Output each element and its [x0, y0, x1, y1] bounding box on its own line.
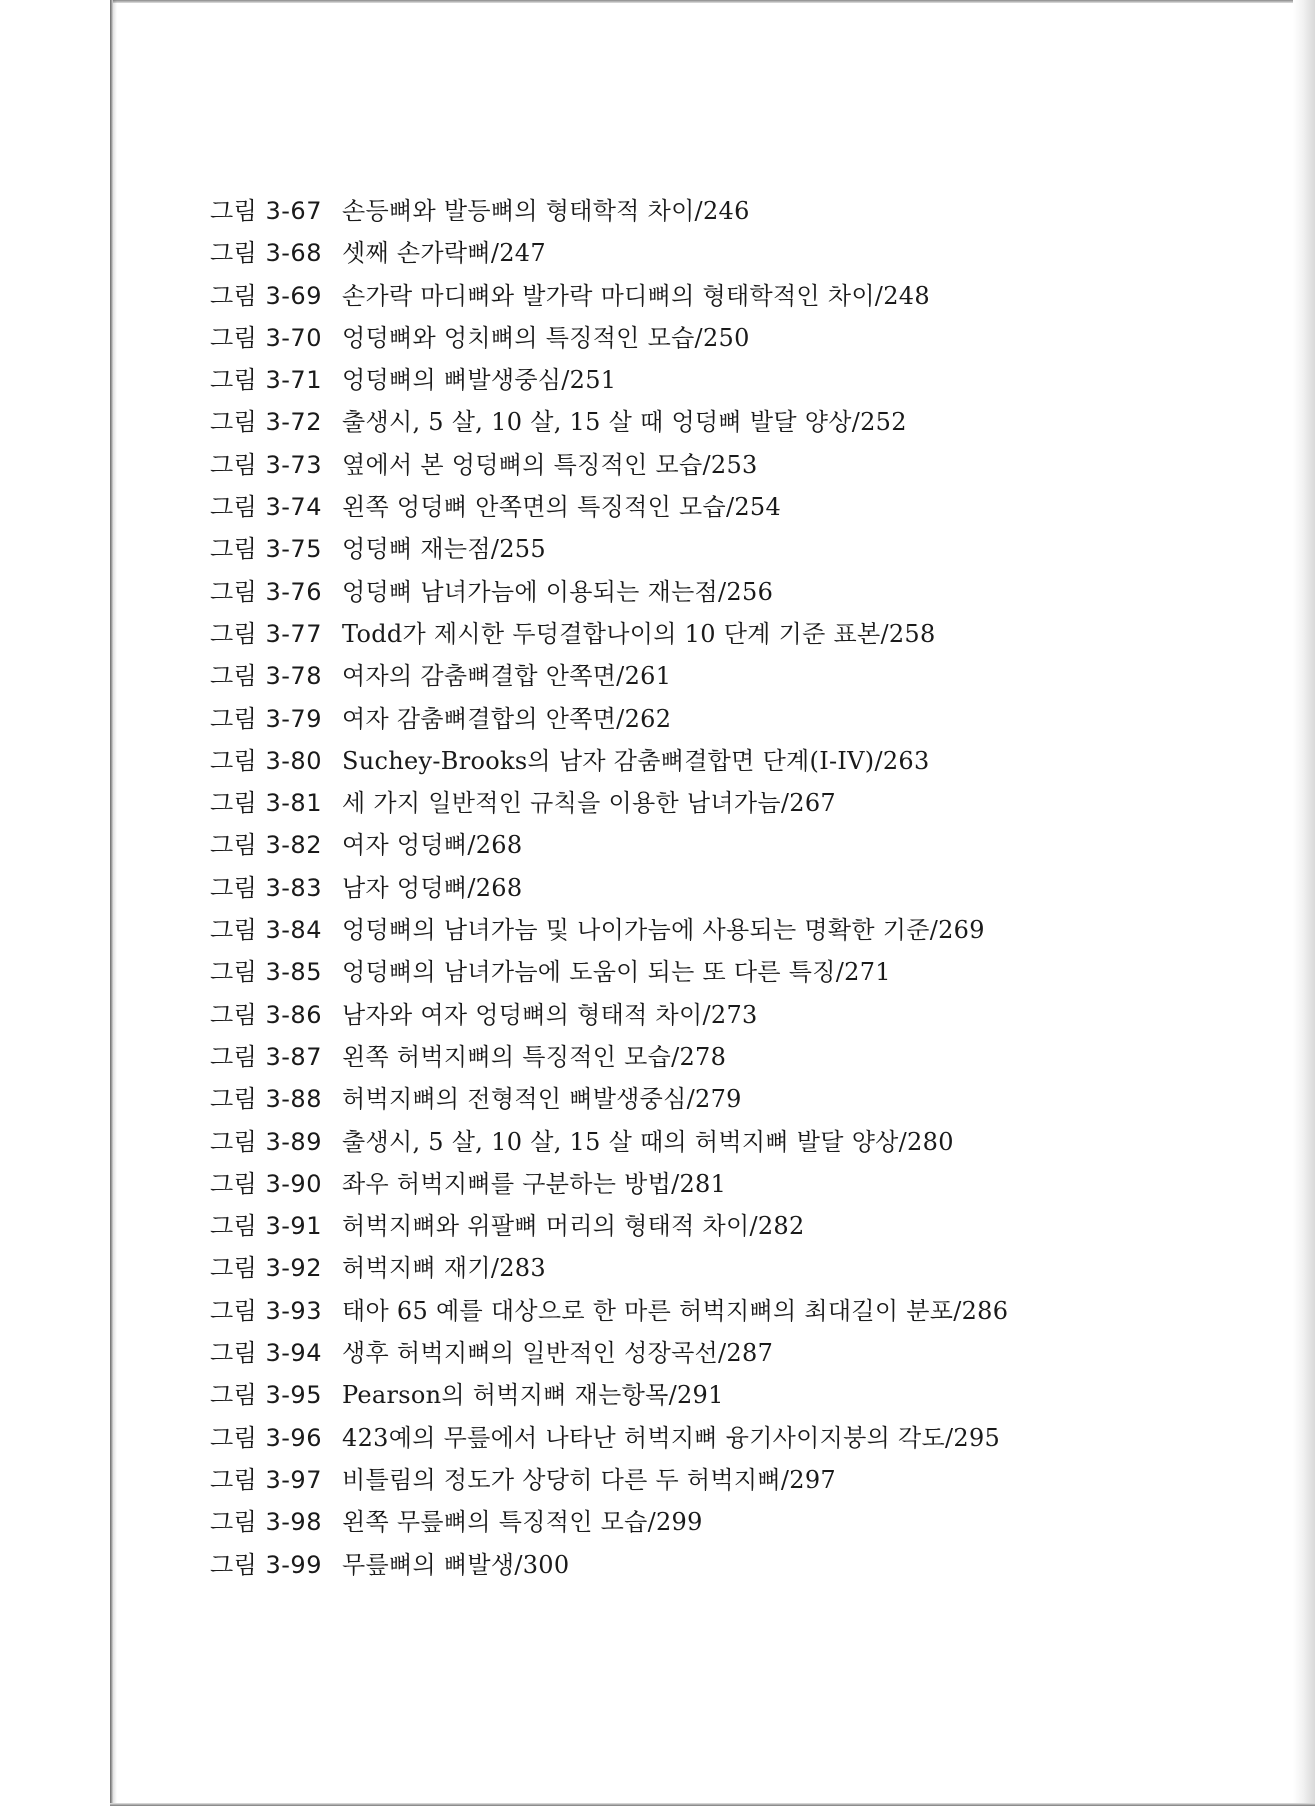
figure-label: 그림 3-98	[210, 1508, 322, 1537]
figure-label: 그림 3-91	[210, 1212, 322, 1241]
figure-label: 그림 3-70	[210, 323, 322, 352]
figure-label: 그림 3-67	[210, 197, 322, 225]
figure-label: 그림 3-74	[210, 493, 322, 522]
figure-entry	[210, 571, 1250, 613]
figure-entry	[210, 1247, 1250, 1289]
figure-entry	[210, 401, 1250, 443]
figure-caption: 엉덩뼈와 엉치뼈의 특징적인 모습/250	[342, 323, 750, 352]
figure-label: 그림 3-97	[210, 1465, 322, 1494]
figure-caption: 허벅지뼈의 전형적인 뼈발생중심/279	[342, 1085, 742, 1114]
figure-caption: 왼쪽 무릎뼈의 특징적인 모습/299	[342, 1508, 703, 1537]
figure-label: 그림 3-82	[210, 831, 322, 860]
figure-entry	[210, 1501, 1250, 1543]
figure-caption: 출생시, 5 살, 10 살, 15 살 때의 허벅지뼈 발달 양상/280	[342, 1127, 954, 1156]
figure-caption: 셋째 손가락뼈/247	[342, 239, 546, 268]
figure-caption: 엉덩뼈의 뼈발생중심/251	[342, 366, 617, 395]
figure-entry	[210, 1332, 1250, 1374]
figure-caption: Suchey-Brooks의 남자 감춤뼈결합면 단계(I-IV)/263	[342, 746, 930, 775]
figure-entry	[210, 1078, 1250, 1120]
figure-entry	[210, 951, 1250, 993]
figure-caption: 남자 엉덩뼈/268	[342, 873, 523, 902]
figure-caption: 세 가지 일반적인 규칙을 이용한 남녀가늠/267	[342, 789, 836, 818]
figure-entry	[210, 359, 1250, 401]
figure-caption: 엉덩뼈의 남녀가늠에 도움이 되는 또 다른 특징/271	[342, 958, 891, 987]
figure-label: 그림 3-69	[210, 281, 322, 310]
figure-entry	[210, 1459, 1250, 1501]
figure-label: 그림 3-79	[210, 704, 322, 733]
figure-label: 그림 3-99	[210, 1550, 322, 1579]
figure-label: 그림 3-72	[210, 408, 322, 437]
scan-edge-right	[1293, 0, 1315, 1806]
figure-caption: 왼쪽 허벅지뼈의 특징적인 모습/278	[342, 1042, 727, 1071]
figure-label: 그림 3-89	[210, 1127, 322, 1156]
figure-label: 그림 3-78	[210, 662, 322, 691]
figure-entry	[210, 782, 1250, 824]
figure-caption: 태아 65 예를 대상으로 한 마른 허벅지뼈의 최대길이 분포/286	[342, 1296, 1009, 1325]
figure-label: 그림 3-85	[210, 958, 322, 987]
figure-entry	[210, 698, 1250, 740]
figure-entry	[210, 1374, 1250, 1416]
scan-edge-top	[110, 0, 1315, 3]
figure-label: 그림 3-81	[210, 789, 322, 818]
figure-caption: 비틀림의 정도가 상당히 다른 두 허벅지뼈/297	[342, 1465, 836, 1494]
figure-entry	[210, 824, 1250, 866]
figure-list	[210, 190, 1250, 1586]
figure-entry	[210, 1417, 1250, 1459]
figure-caption: 손등뼈와 발등뼈의 형태학적 차이/246	[342, 197, 750, 225]
figure-entry	[210, 444, 1250, 486]
figure-entry	[210, 1205, 1250, 1247]
figure-entry	[210, 994, 1250, 1036]
figure-label: 그림 3-94	[210, 1339, 322, 1368]
figure-entry	[210, 190, 1250, 232]
figure-label: 그림 3-88	[210, 1085, 322, 1114]
figure-caption: 생후 허벅지뼈의 일반적인 성장곡선/287	[342, 1339, 774, 1368]
figure-label: 그림 3-95	[210, 1381, 322, 1410]
figure-entry	[210, 613, 1250, 655]
figure-label: 그림 3-83	[210, 873, 322, 902]
figure-entry	[210, 528, 1250, 570]
figure-entry	[210, 317, 1250, 359]
figure-entry	[210, 1036, 1250, 1078]
figure-entry	[210, 655, 1250, 697]
figure-label: 그림 3-71	[210, 366, 322, 395]
figure-label: 그림 3-87	[210, 1042, 322, 1071]
figure-caption: 엉덩뼈의 남녀가늠 및 나이가늠에 사용되는 명확한 기준/269	[342, 916, 985, 945]
figure-label: 그림 3-86	[210, 1000, 322, 1029]
figure-caption: 423예의 무릎에서 나타난 허벅지뼈 융기사이지붕의 각도/295	[342, 1423, 1001, 1452]
figure-entry	[210, 275, 1250, 317]
figure-caption: 손가락 마디뼈와 발가락 마디뼈의 형태학적인 차이/248	[342, 281, 930, 310]
figure-caption: Pearson의 허벅지뼈 재는항목/291	[342, 1381, 724, 1410]
figure-entry	[210, 232, 1250, 274]
figure-entry	[210, 740, 1250, 782]
figure-caption: 무릎뼈의 뼈발생/300	[342, 1550, 570, 1579]
figure-caption: 허벅지뼈와 위팔뼈 머리의 형태적 차이/282	[342, 1212, 805, 1241]
figure-entry	[210, 1163, 1250, 1205]
figure-caption: 허벅지뼈 재기/283	[342, 1254, 546, 1283]
figure-label: 그림 3-90	[210, 1169, 322, 1198]
figure-caption: Todd가 제시한 두덩결합나이의 10 단계 기준 표본/258	[342, 619, 936, 648]
figure-caption: 남자와 여자 엉덩뼈의 형태적 차이/273	[342, 1000, 758, 1029]
figure-label: 그림 3-68	[210, 239, 322, 268]
figure-entry	[210, 867, 1250, 909]
figure-label: 그림 3-75	[210, 535, 322, 564]
figure-label: 그림 3-96	[210, 1423, 322, 1452]
figure-caption: 출생시, 5 살, 10 살, 15 살 때 엉덩뼈 발달 양상/252	[342, 408, 907, 437]
figure-caption: 엉덩뼈 재는점/255	[342, 535, 546, 564]
figure-entry	[210, 1290, 1250, 1332]
figure-label: 그림 3-77	[210, 619, 322, 648]
figure-label: 그림 3-84	[210, 916, 322, 945]
figure-label: 그림 3-73	[210, 450, 322, 479]
figure-caption: 왼쪽 엉덩뼈 안쪽면의 특징적인 모습/254	[342, 493, 782, 522]
figure-label: 그림 3-93	[210, 1296, 322, 1325]
figure-caption: 여자 엉덩뼈/268	[342, 831, 523, 860]
figure-caption: 엉덩뼈 남녀가늠에 이용되는 재는점/256	[342, 577, 774, 606]
figure-entry	[210, 486, 1250, 528]
scan-edge-shadow	[113, 0, 117, 1806]
figure-caption: 좌우 허벅지뼈를 구분하는 방법/281	[342, 1169, 727, 1198]
figure-caption: 여자 감춤뼈결합의 안쪽면/262	[342, 704, 672, 733]
figure-entry	[210, 909, 1250, 951]
figure-caption: 옆에서 본 엉덩뼈의 특징적인 모습/253	[342, 450, 758, 479]
figure-entry	[210, 1544, 1250, 1586]
figure-entry	[210, 1121, 1250, 1163]
figure-caption: 여자의 감춤뼈결합 안쪽면/261	[342, 662, 672, 691]
figure-label: 그림 3-76	[210, 577, 322, 606]
figure-label: 그림 3-80	[210, 746, 322, 775]
figure-label: 그림 3-92	[210, 1254, 322, 1283]
